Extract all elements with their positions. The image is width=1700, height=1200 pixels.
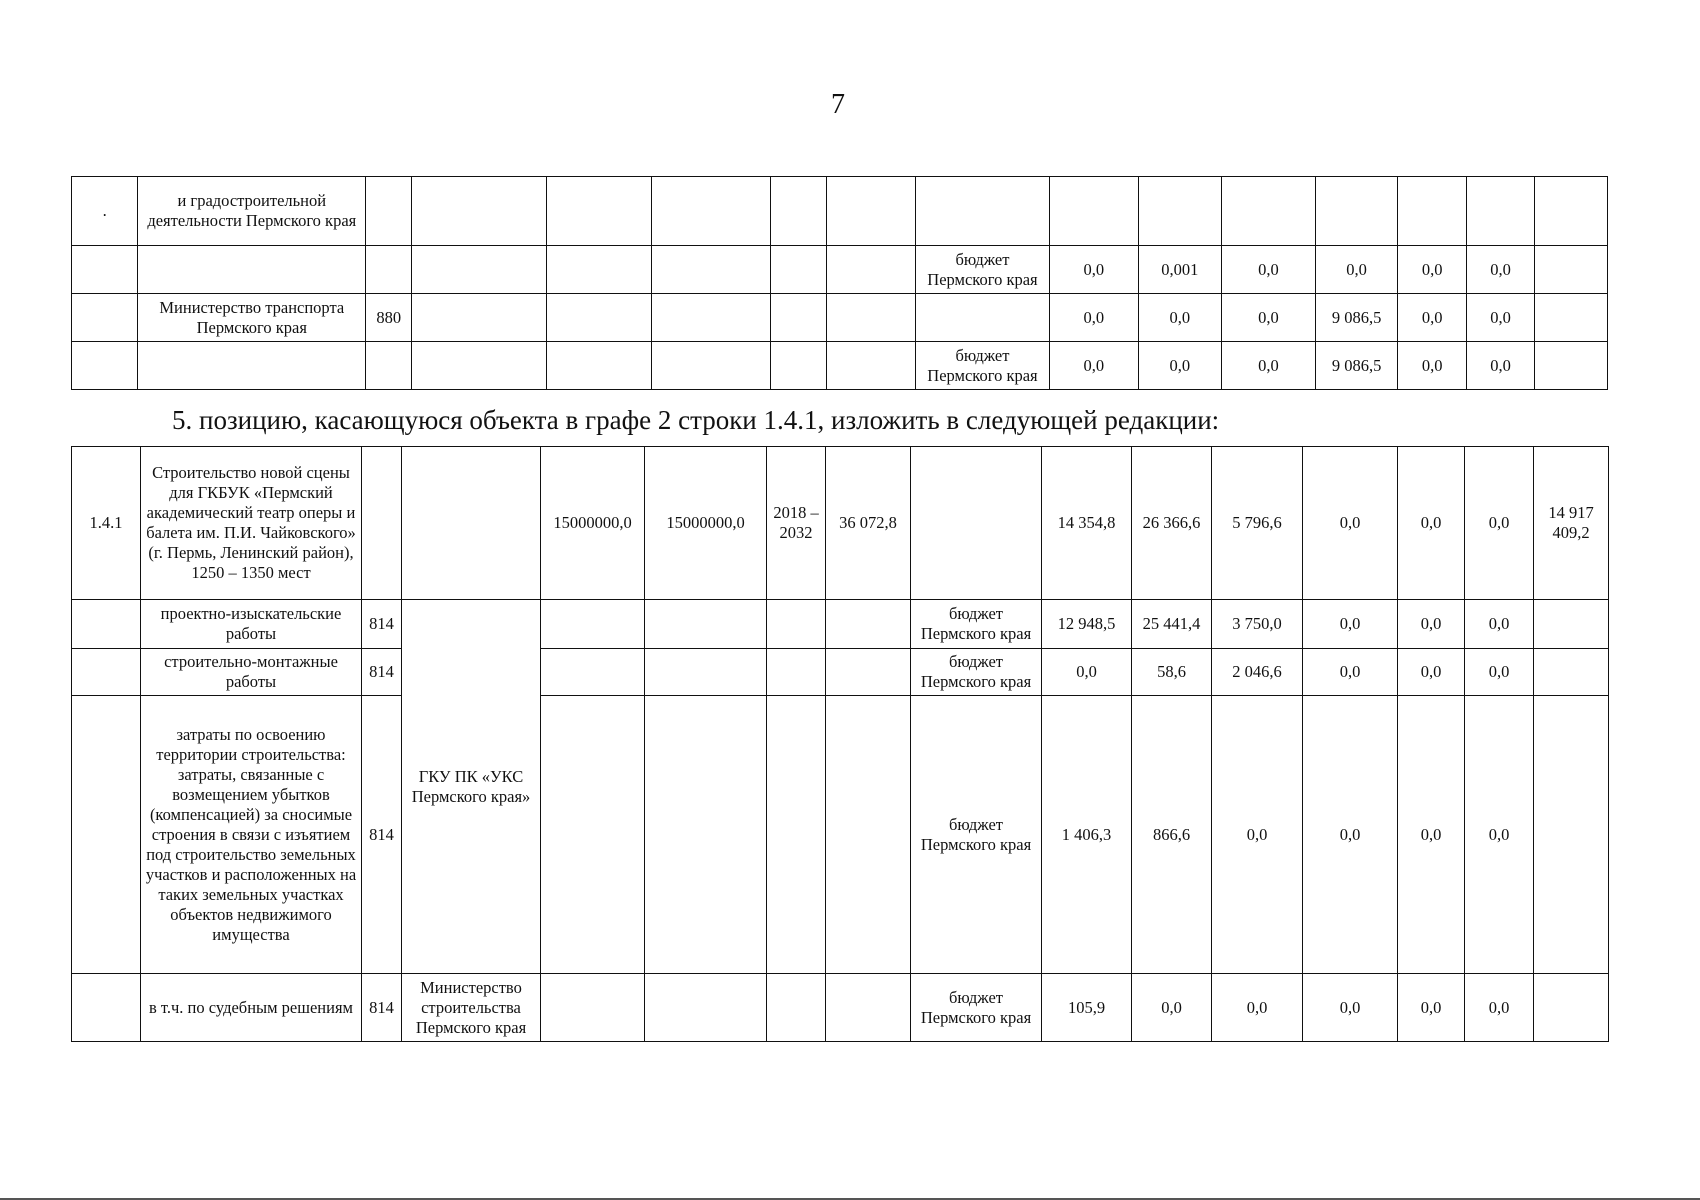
power-cell bbox=[547, 342, 652, 390]
value-cell: 26 366,6 bbox=[1132, 447, 1212, 600]
value-cell: 0,0 bbox=[1049, 342, 1138, 390]
cost-cell bbox=[827, 342, 916, 390]
period-cell bbox=[770, 177, 826, 246]
value-cell: 0,0 bbox=[1222, 294, 1316, 342]
grbs-cell bbox=[362, 447, 402, 600]
value-cell bbox=[1138, 177, 1222, 246]
value-cell: 25 441,4 bbox=[1132, 600, 1212, 649]
object-name-cell: Министерство транспорта Пермского края bbox=[138, 294, 366, 342]
section-heading: 5. позицию, касающуюся объекта в графе 2 строки 1.4.1, изложить в следующей редакции: bbox=[172, 405, 1220, 435]
value-cell: 0,0 bbox=[1398, 342, 1466, 390]
value-cell: 0,0 bbox=[1398, 447, 1465, 600]
executor-cell: ГКУ ПК «УКС Пермского края» bbox=[402, 600, 541, 974]
power-cell bbox=[541, 696, 645, 974]
source-cell bbox=[915, 294, 1049, 342]
value-cell: 0,0 bbox=[1212, 696, 1303, 974]
row-number-cell bbox=[72, 342, 138, 390]
value-cell bbox=[1222, 177, 1316, 246]
period-cell bbox=[770, 246, 826, 294]
value-cell: 0,0 bbox=[1398, 649, 1465, 696]
source-cell bbox=[915, 177, 1049, 246]
object-name-cell: и градостроительной деятельности Пермского края bbox=[138, 177, 366, 246]
value-cell: 0,0 bbox=[1465, 447, 1534, 600]
object-name-cell: проектно-изыскательские работы bbox=[141, 600, 362, 649]
value-cell: 0,0 bbox=[1465, 649, 1534, 696]
row-number-cell bbox=[72, 649, 141, 696]
table-row bbox=[72, 294, 1608, 342]
grbs-cell bbox=[366, 246, 412, 294]
value-cell: 0,001 bbox=[1138, 246, 1222, 294]
value-cell bbox=[1466, 177, 1534, 246]
value-cell: 0,0 bbox=[1212, 974, 1303, 1042]
cost-cell bbox=[826, 600, 911, 649]
cost-cell: 36 072,8 bbox=[826, 447, 911, 600]
value-cell: 0,0 bbox=[1303, 974, 1398, 1042]
cost-cell bbox=[827, 294, 916, 342]
value-cell bbox=[1315, 177, 1398, 246]
total-cell bbox=[1535, 177, 1608, 246]
table-row bbox=[72, 649, 1609, 696]
grbs-cell: 814 bbox=[362, 974, 402, 1042]
row-number-cell bbox=[72, 600, 141, 649]
power-cell bbox=[547, 177, 652, 246]
total-cell bbox=[1534, 600, 1609, 649]
power-cell: 15000000,0 bbox=[541, 447, 645, 600]
value-cell: 0,0 bbox=[1049, 246, 1138, 294]
value-cell: 0,0 bbox=[1398, 696, 1465, 974]
object-name-cell: строительно-монтажные работы bbox=[141, 649, 362, 696]
value-cell: 9 086,5 bbox=[1315, 342, 1398, 390]
value-cell: 0,0 bbox=[1222, 342, 1316, 390]
value-cell: 0,0 bbox=[1465, 974, 1534, 1042]
object-name-cell: Строительство новой сцены для ГКБУК «Пермский академический театр оперы и балета им. П.И. Чайковского» (г. Пермь, Ленинский район), 1250 – 1350 мест bbox=[141, 447, 362, 600]
table-row bbox=[72, 696, 1609, 974]
power-cell bbox=[541, 600, 645, 649]
value-cell: 0,0 bbox=[1466, 294, 1534, 342]
source-cell: бюджет Пермского края bbox=[911, 649, 1042, 696]
total-cell bbox=[1534, 696, 1609, 974]
executor-cell: Министерство строительства Пермского края bbox=[402, 974, 541, 1042]
value-cell: 0,0 bbox=[1315, 246, 1398, 294]
cost-cell bbox=[826, 974, 911, 1042]
continuation-table bbox=[71, 176, 1608, 390]
period-cell bbox=[767, 974, 826, 1042]
source-cell: бюджет Пермского края bbox=[911, 600, 1042, 649]
value-cell: 105,9 bbox=[1042, 974, 1132, 1042]
value-cell: 1 406,3 bbox=[1042, 696, 1132, 974]
row-number-cell bbox=[72, 696, 141, 974]
cost-cell bbox=[826, 649, 911, 696]
value-cell: 0,0 bbox=[1465, 600, 1534, 649]
object-name-cell bbox=[138, 342, 366, 390]
value-cell: 0,0 bbox=[1222, 246, 1316, 294]
grbs-cell: 814 bbox=[362, 696, 402, 974]
executor-cell bbox=[402, 447, 541, 600]
value-cell: 0,0 bbox=[1132, 974, 1212, 1042]
grbs-cell: 880 bbox=[366, 294, 412, 342]
value-cell: 58,6 bbox=[1132, 649, 1212, 696]
total-cell bbox=[1535, 294, 1608, 342]
total-cell: 14 917 409,2 bbox=[1534, 447, 1609, 600]
period-cell: 2018 – 2032 bbox=[767, 447, 826, 600]
row-number-cell: . bbox=[72, 177, 138, 246]
source-cell: бюджет Пермского края bbox=[915, 246, 1049, 294]
period-cell bbox=[767, 600, 826, 649]
table-row bbox=[72, 246, 1608, 294]
value-cell: 14 354,8 bbox=[1042, 447, 1132, 600]
power-cell bbox=[652, 294, 771, 342]
value-cell: 0,0 bbox=[1465, 696, 1534, 974]
value-cell bbox=[1398, 177, 1466, 246]
power-cell bbox=[541, 974, 645, 1042]
cost-cell bbox=[826, 696, 911, 974]
object-name-cell bbox=[138, 246, 366, 294]
value-cell: 0,0 bbox=[1138, 342, 1222, 390]
value-cell: 2 046,6 bbox=[1212, 649, 1303, 696]
source-cell: бюджет Пермского края bbox=[911, 974, 1042, 1042]
value-cell bbox=[1049, 177, 1138, 246]
power-cell bbox=[652, 342, 771, 390]
power-cell bbox=[547, 294, 652, 342]
value-cell: 0,0 bbox=[1398, 974, 1465, 1042]
value-cell: 0,0 bbox=[1138, 294, 1222, 342]
total-cell bbox=[1535, 342, 1608, 390]
period-cell bbox=[770, 342, 826, 390]
cost-cell bbox=[827, 177, 916, 246]
source-cell: бюджет Пермского края bbox=[915, 342, 1049, 390]
table-row bbox=[72, 974, 1609, 1042]
value-cell: 9 086,5 bbox=[1315, 294, 1398, 342]
value-cell: 0,0 bbox=[1303, 649, 1398, 696]
amendment-table bbox=[71, 446, 1609, 1042]
source-cell: бюджет Пермского края bbox=[911, 696, 1042, 974]
row-number-cell bbox=[72, 974, 141, 1042]
value-cell: 0,0 bbox=[1398, 600, 1465, 649]
power-cell bbox=[645, 974, 767, 1042]
power-cell bbox=[652, 177, 771, 246]
row-number-cell bbox=[72, 246, 138, 294]
power-cell bbox=[652, 246, 771, 294]
grbs-cell bbox=[366, 177, 412, 246]
table-row bbox=[72, 177, 1608, 246]
value-cell: 0,0 bbox=[1303, 696, 1398, 974]
value-cell: 0,0 bbox=[1466, 342, 1534, 390]
table-row bbox=[72, 342, 1608, 390]
value-cell: 0,0 bbox=[1049, 294, 1138, 342]
power-cell bbox=[645, 649, 767, 696]
power-cell: 15000000,0 bbox=[645, 447, 767, 600]
total-cell bbox=[1534, 649, 1609, 696]
power-cell bbox=[645, 696, 767, 974]
period-cell bbox=[767, 696, 826, 974]
object-name-cell: затраты по освоению территории строительства: затраты, связанные с возмещением убытков (компенсацией) за сносимые строения в связи с изъятием под строительство земельных участков и расположенных на таких земельных участках объектов недвижимого имущества bbox=[141, 696, 362, 974]
value-cell: 0,0 bbox=[1303, 600, 1398, 649]
source-cell bbox=[911, 447, 1042, 600]
executor-cell bbox=[412, 342, 547, 390]
page-number: 7 bbox=[831, 89, 845, 120]
value-cell: 0,0 bbox=[1303, 447, 1398, 600]
grbs-cell bbox=[366, 342, 412, 390]
table-row bbox=[72, 600, 1609, 649]
total-cell bbox=[1534, 974, 1609, 1042]
value-cell: 5 796,6 bbox=[1212, 447, 1303, 600]
period-cell bbox=[767, 649, 826, 696]
executor-cell bbox=[412, 177, 547, 246]
power-cell bbox=[541, 649, 645, 696]
value-cell: 0,0 bbox=[1398, 246, 1466, 294]
period-cell bbox=[770, 294, 826, 342]
value-cell: 0,0 bbox=[1466, 246, 1534, 294]
grbs-cell: 814 bbox=[362, 649, 402, 696]
value-cell: 866,6 bbox=[1132, 696, 1212, 974]
value-cell: 12 948,5 bbox=[1042, 600, 1132, 649]
table-row bbox=[72, 447, 1609, 600]
value-cell: 0,0 bbox=[1042, 649, 1132, 696]
value-cell: 0,0 bbox=[1398, 294, 1466, 342]
cost-cell bbox=[827, 246, 916, 294]
object-name-cell: в т.ч. по судебным решениям bbox=[141, 974, 362, 1042]
row-number-cell: 1.4.1 bbox=[72, 447, 141, 600]
grbs-cell: 814 bbox=[362, 600, 402, 649]
executor-cell bbox=[412, 246, 547, 294]
value-cell: 3 750,0 bbox=[1212, 600, 1303, 649]
row-number-cell bbox=[72, 294, 138, 342]
power-cell bbox=[547, 246, 652, 294]
power-cell bbox=[645, 600, 767, 649]
total-cell bbox=[1535, 246, 1608, 294]
executor-cell bbox=[412, 294, 547, 342]
